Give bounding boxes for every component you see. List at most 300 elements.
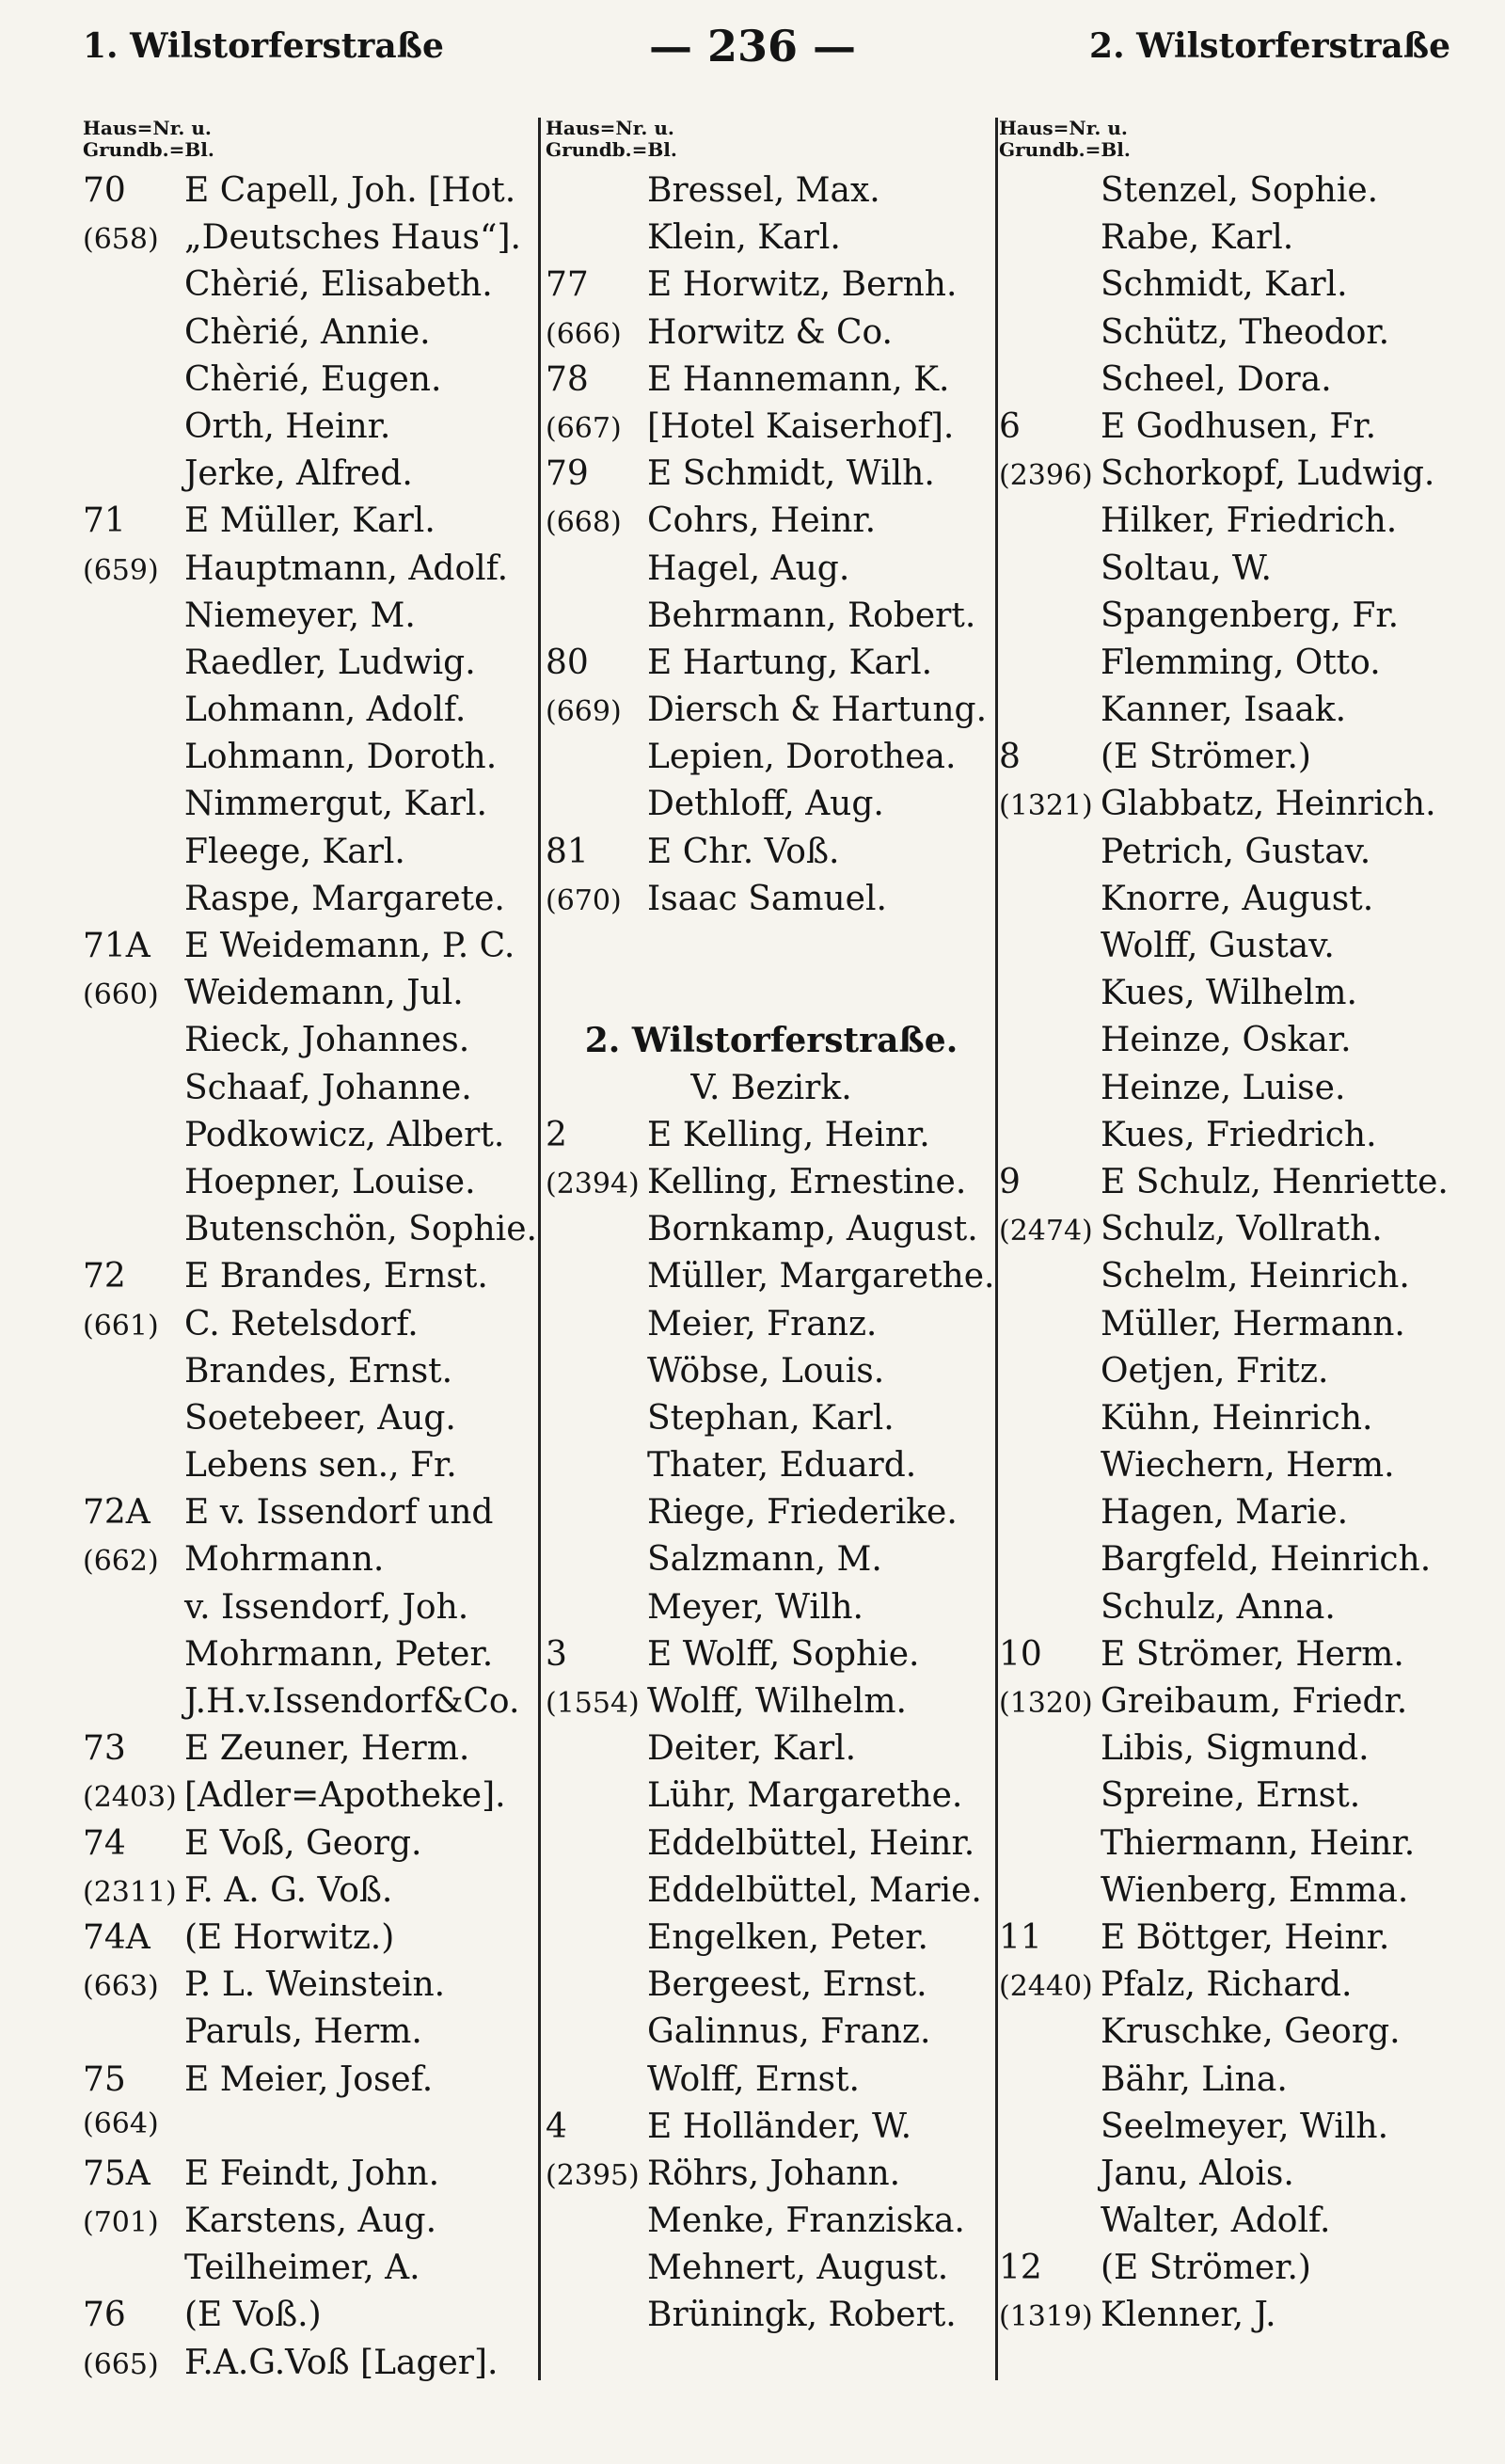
entry-text: Brandes, Ernst. [184,1351,453,1391]
directory-entry [546,1682,997,1729]
house-number: 71 [83,501,126,541]
entry-text: Greibaum, Friedr. [1101,1682,1408,1721]
column-2 [546,118,997,2344]
page-number: — 236 — [648,21,857,72]
house-number: (659) [83,553,159,587]
entry-text: Schorkopf, Ludwig. [1101,454,1435,494]
entry-text: P. L. Weinstein. [184,1965,446,2005]
directory-entry [999,1257,1460,1304]
directory-entry [546,1210,997,1257]
house-number: 4 [546,2106,567,2146]
house-number: 73 [83,1729,126,1769]
column-heading-line: Haus=Nr. u. [83,117,212,139]
house-number: (668) [546,506,622,540]
entry-text: E Wolff, Sophie. [647,1634,920,1674]
directory-entry [546,2154,997,2202]
entry-text: Meyer, Wilh. [647,1587,863,1627]
directory-entry [546,218,997,265]
directory-entry [999,1163,1460,1210]
entry-text: Soltau, W. [1101,548,1273,588]
directory-entry [999,2107,1460,2154]
house-number: 74 [83,1823,126,1863]
entry-text: (E Strömer.) [1101,738,1311,777]
house-number: (1320) [999,1687,1093,1720]
house-number: (2396) [999,459,1093,493]
entry-text: Chèrié, Annie. [184,312,431,352]
entry-text: Orth, Heinr. [184,406,391,446]
directory-entry [999,549,1460,596]
directory-entry [999,1918,1460,1965]
entry-text: Lebens sen., Fr. [184,1446,457,1486]
directory-entry [546,2249,997,2296]
entry-text: „Deutsches Haus“]. [184,218,521,258]
column-1 [83,118,544,2391]
directory-entry [83,549,544,596]
directory-entry [999,927,1460,974]
directory-entry [83,1210,544,1257]
entry-text: Seelmeyer, Wilh. [1101,2106,1389,2146]
entry-text: Petrich, Gustav. [1101,832,1371,871]
entry-text: J.H.v.Issendorf&Co. [184,1682,520,1721]
entry-text: Podkowicz, Albert. [184,1115,505,1154]
directory-entry [999,1588,1460,1635]
directory-entry [546,2107,997,2154]
directory-entry [999,2249,1460,2296]
house-number: (1321) [999,789,1093,823]
directory-entry [546,738,997,785]
entry-text: (E Horwitz.) [184,1917,395,1957]
directory-entry [546,2296,997,2343]
entry-text: Mehnert, August. [647,2249,949,2288]
directory-entry [546,1729,997,1776]
entry-text: Wöbse, Louis. [647,1351,885,1391]
directory-entry [83,644,544,691]
house-number: 8 [999,738,1021,777]
directory-entry [83,1682,544,1729]
directory-entry [546,1918,997,1965]
directory-entry [999,691,1460,738]
directory-entry [83,265,544,312]
entry-text: Chèrié, Elisabeth. [184,265,493,305]
house-number: 10 [999,1634,1042,1674]
entry-text: Flemming, Otto. [1101,643,1381,682]
entry-text: Soetebeer, Aug. [184,1398,456,1438]
entry-text: Hagen, Marie. [1101,1493,1349,1533]
directory-entry [999,880,1460,927]
directory-entry [999,2012,1460,2059]
directory-entry [546,1635,997,1682]
entry-text: Klenner, J. [1101,2296,1276,2335]
entry-text: Thater, Eduard. [647,1446,917,1486]
entry-text: E Weidemann, P. C. [184,927,515,965]
entry-text: Kues, Friedrich. [1101,1115,1377,1154]
entry-text: Lühr, Margarethe. [647,1776,963,1816]
column-heading-line: Grundb.=Bl. [83,138,214,161]
entry-text: Galinnus, Franz. [647,2012,931,2052]
entry-text: Bergeest, Ernst. [647,1965,927,2005]
directory-entry [83,785,544,832]
entry-text: [Adler=Apotheke]. [184,1776,506,1816]
house-number: (665) [83,2347,159,2381]
entry-text: E Böttger, Heinr. [1101,1917,1390,1957]
directory-entry [999,1824,1460,1871]
directory-entry [83,1540,544,1587]
directory-entry [546,880,997,927]
directory-entry [999,218,1460,265]
directory-entry [546,407,997,454]
entry-text: Eddelbüttel, Marie. [647,1870,982,1910]
entry-text: Scheel, Dora. [1101,359,1332,399]
house-number: (664) [83,2106,159,2140]
directory-entry [83,1588,544,1635]
directory-entry [83,1069,544,1116]
directory-entry [83,1116,544,1163]
directory-entry [83,1729,544,1776]
entry-text: Hilker, Friedrich. [1101,501,1398,541]
entry-text: Wolff, Wilhelm. [647,1682,907,1721]
directory-entry [546,1446,997,1493]
directory-entry [83,927,544,974]
directory-entry [546,1493,997,1540]
directory-entry [999,407,1460,454]
entry-text: Hagel, Aug. [647,548,850,588]
directory-entry [83,596,544,644]
house-number: 3 [546,1634,567,1674]
directory-entry [546,1305,997,1352]
directory-entry [546,833,997,880]
entry-text: E Müller, Karl. [184,501,436,541]
directory-entry [83,974,544,1021]
entry-text: Jerke, Alfred. [184,454,413,494]
directory-entry [999,2296,1460,2343]
entry-text: Paruls, Herm. [184,2012,422,2052]
entry-text: Wolff, Ernst. [647,2059,860,2099]
entry-text: Heinze, Oskar. [1101,1021,1352,1060]
entry-text: F. A. G. Voß. [184,1870,393,1910]
house-number: 72 [83,1257,126,1296]
directory-entry [83,1446,544,1493]
entry-text: Hoepner, Louise. [184,1162,476,1201]
directory-entry [999,1021,1460,1068]
entry-text: Knorre, August. [1101,879,1374,918]
directory-entry [999,1965,1460,2012]
directory-entry [999,1682,1460,1729]
directory-entry [83,1635,544,1682]
entry-text: Dethloff, Aug. [647,785,884,824]
directory-entry [83,738,544,785]
directory-entry [999,2154,1460,2202]
entry-text: Oetjen, Fritz. [1101,1351,1329,1391]
directory-entry [83,1352,544,1399]
house-number: 81 [546,832,589,871]
directory-entry [546,974,997,1021]
directory-entry [999,738,1460,785]
directory-entry [83,360,544,407]
entry-text: Fleege, Karl. [184,832,405,871]
entry-text: Libis, Sigmund. [1101,1729,1370,1769]
directory-entry [83,501,544,548]
entry-text: Heinze, Luise. [1101,1068,1346,1107]
entry-text: Glabbatz, Heinrich. [1101,785,1436,824]
entry-text: Mohrmann. [184,1540,385,1580]
directory-entry [999,1729,1460,1776]
entry-text: E Capell, Joh. [Hot. [184,171,516,210]
directory-entry [999,1871,1460,1918]
directory-entry [83,2202,544,2249]
column-3 [999,118,1460,2344]
entry-text: Rabe, Karl. [1101,218,1294,258]
directory-entry [83,1824,544,1871]
directory-entry [546,644,997,691]
entry-text: E Brandes, Ernst. [184,1257,488,1296]
entry-text: v. Issendorf, Joh. [184,1587,469,1627]
directory-entry [83,313,544,360]
directory-entry [999,2060,1460,2107]
directory-entry [999,1399,1460,1446]
entry-text: Kruschke, Georg. [1101,2012,1401,2052]
entry-text: Schulz, Vollrath. [1101,1210,1383,1249]
entry-text: Salzmann, M. [647,1540,882,1580]
house-number: 70 [83,171,126,210]
entry-text: Bornkamp, August. [647,1210,978,1249]
house-number: (2474) [999,1215,1093,1248]
section-heading [546,1021,997,1068]
directory-entry [83,2249,544,2296]
directory-entry [999,644,1460,691]
entry-text: Cohrs, Heinr. [647,501,877,541]
directory-entry [999,1493,1460,1540]
entry-text: Rieck, Johannes. [184,1021,470,1060]
entry-text: Diersch & Hartung. [647,691,988,730]
directory-entry [83,1021,544,1068]
house-number: (2394) [546,1167,640,1200]
entry-text: [Hotel Kaiserhof]. [647,406,955,446]
directory-entry [546,1352,997,1399]
column-heading [546,118,997,171]
directory-entry [83,2060,544,2107]
house-number: (661) [83,1309,159,1343]
entry-text: Janu, Alois. [1101,2154,1294,2193]
entry-text: Meier, Franz. [647,1304,878,1343]
directory-entry [546,1588,997,1635]
running-head-right: 2. Wilstorferstraße [1089,26,1450,66]
directory-entry [546,549,997,596]
directory-entry [546,1540,997,1587]
house-number: (2311) [83,1875,177,1909]
entry-text: Walter, Adolf. [1101,2202,1331,2241]
entry-text: E v. Issendorf und [184,1493,494,1533]
directory-entry [546,1776,997,1823]
directory-entry [546,1257,997,1304]
entry-text: Teilheimer, A. [184,2249,420,2288]
entry-text: C. Retelsdorf. [184,1304,419,1343]
directory-entry [546,313,997,360]
entry-text: E Holländer, W. [647,2106,912,2146]
directory-entry [546,360,997,407]
entry-text: Kühn, Heinrich. [1101,1398,1373,1438]
entry-text: Eddelbüttel, Heinr. [647,1823,975,1863]
house-number: 71A [83,927,150,965]
column-heading [83,118,544,171]
directory-entry [999,313,1460,360]
directory-entry [546,501,997,548]
entry-text: E Kelling, Heinr. [647,1115,930,1154]
entry-text: E Schmidt, Wilh. [647,454,935,494]
directory-entry [999,1352,1460,1399]
entry-text: Menke, Franziska. [647,2202,965,2241]
entry-text: Engelken, Peter. [647,1917,928,1957]
entry-text: E Godhusen, Fr. [1101,406,1377,446]
column-heading-line: Haus=Nr. u. [999,117,1128,139]
entry-text: Pfalz, Richard. [1101,1965,1353,2005]
directory-entry [546,265,997,312]
house-number: 78 [546,359,589,399]
entry-text: Schütz, Theodor. [1101,312,1390,352]
entry-text: Deiter, Karl. [647,1729,857,1769]
house-number: 76 [83,2296,126,2335]
house-number: (1554) [546,1687,640,1720]
directory-entry [999,1069,1460,1116]
entry-list [999,171,1460,2344]
directory-entry [999,1305,1460,1352]
column-heading-line: Grundb.=Bl. [546,138,677,161]
entry-text: E Hannemann, K. [647,359,950,399]
entry-text: Lohmann, Adolf. [184,691,467,730]
entry-text: Bressel, Max. [647,171,880,210]
entry-text: Schmidt, Karl. [1101,265,1348,305]
entry-text: Kelling, Ernestine. [647,1162,967,1201]
entry-text: Wiechern, Herm. [1101,1446,1395,1486]
entry-text: E Chr. Voß. [647,832,840,871]
district-heading [546,1069,997,1116]
directory-entry [546,454,997,501]
entry-text: E Voß, Georg. [184,1823,422,1863]
entry-text: Riege, Friederike. [647,1493,958,1533]
entry-text: Karstens, Aug. [184,2202,437,2241]
entry-text: Kues, Wilhelm. [1101,974,1357,1013]
entry-text: Hauptmann, Adolf. [184,548,509,588]
entry-text: E Zeuner, Herm. [184,1729,470,1769]
directory-entry [999,1446,1460,1493]
entry-text: Chèrié, Eugen. [184,359,442,399]
entry-text: Raedler, Ludwig. [184,643,476,682]
house-number: 79 [546,454,589,494]
entry-text: Stenzel, Sophie. [1101,171,1379,210]
entry-text: F.A.G.Voß [Lager]. [184,2343,499,2382]
directory-entry [83,171,544,218]
house-number: (663) [83,1970,159,2004]
directory-entry [999,360,1460,407]
house-number: 80 [546,643,589,682]
house-number: (2395) [546,2158,640,2192]
entry-text: Spangenberg, Fr. [1101,596,1400,635]
column-heading-line: Grundb.=Bl. [999,138,1131,161]
entry-text: Isaac Samuel. [647,879,887,918]
column-heading [999,118,1460,171]
directory-entry [83,1163,544,1210]
directory-entry [999,974,1460,1021]
entry-list [546,171,997,2344]
running-head-left: 1. Wilstorferstraße [83,26,444,66]
entry-text: E Hartung, Karl. [647,643,933,682]
entry-text: Niemeyer, M. [184,596,416,635]
house-number: (669) [546,695,622,729]
entry-text: Kanner, Isaak. [1101,691,1347,730]
house-number: (658) [83,223,159,257]
entry-text: Müller, Margarethe. [647,1257,995,1296]
entry-text: Lohmann, Doroth. [184,738,498,777]
entry-text: E Horwitz, Bernh. [647,265,958,305]
directory-entry [546,785,997,832]
directory-entry [999,785,1460,832]
column-heading-line: Haus=Nr. u. [546,117,674,139]
directory-entry [83,1493,544,1540]
directory-entry [546,1965,997,2012]
directory-entry [546,691,997,738]
entry-text: Horwitz & Co. [647,312,893,352]
house-number: 9 [999,1162,1021,1201]
house-number: 6 [999,406,1021,446]
directory-entry [546,171,997,218]
directory-entry [83,833,544,880]
directory-entry [999,1116,1460,1163]
house-number: (666) [546,317,622,351]
house-number: 77 [546,265,589,305]
directory-entry [83,2344,544,2391]
directory-entry [546,2060,997,2107]
entry-text: Thiermann, Heinr. [1101,1823,1416,1863]
house-number: 12 [999,2249,1042,2288]
entry-text: E Schulz, Henriette. [1101,1162,1449,1201]
house-number: (670) [546,883,622,917]
house-number: (1319) [999,2300,1093,2334]
directory-entry [83,407,544,454]
entry-text: Schulz, Anna. [1101,1587,1336,1627]
directory-entry [546,596,997,644]
house-number: 72A [83,1493,150,1533]
entry-text: Lepien, Dorothea. [647,738,957,777]
entry-text: Raspe, Margarete. [184,879,505,918]
directory-entry [999,1776,1460,1823]
entry-text: 2. Wilstorferstraße. [584,1021,958,1061]
entry-text: Wolff, Gustav. [1101,927,1335,965]
house-number: (660) [83,978,159,1012]
directory-entry [999,265,1460,312]
entry-text: Klein, Karl. [647,218,841,258]
directory-entry [83,2107,544,2154]
house-number: (662) [83,1545,159,1579]
entry-text: E Meier, Josef. [184,2059,434,2099]
directory-entry [999,501,1460,548]
entry-text: (E Voß.) [184,2296,322,2335]
entry-text: Schaaf, Johanne. [184,1068,472,1107]
directory-entry [83,1871,544,1918]
entry-text: (E Strömer.) [1101,2249,1311,2288]
entry-text: Nimmergut, Karl. [184,785,487,824]
entry-text: Schelm, Heinrich. [1101,1257,1410,1296]
directory-entry [83,1305,544,1352]
directory-entry [999,1635,1460,1682]
directory-entry [83,218,544,265]
entry-text: Bähr, Lina. [1101,2059,1288,2099]
directory-entry [83,1918,544,1965]
directory-entry [83,454,544,501]
entry-list [83,171,544,2391]
house-number: 11 [999,1917,1042,1957]
entry-text: E Strömer, Herm. [1101,1634,1404,1674]
directory-entry [546,1399,997,1446]
directory-entry [999,2202,1460,2249]
